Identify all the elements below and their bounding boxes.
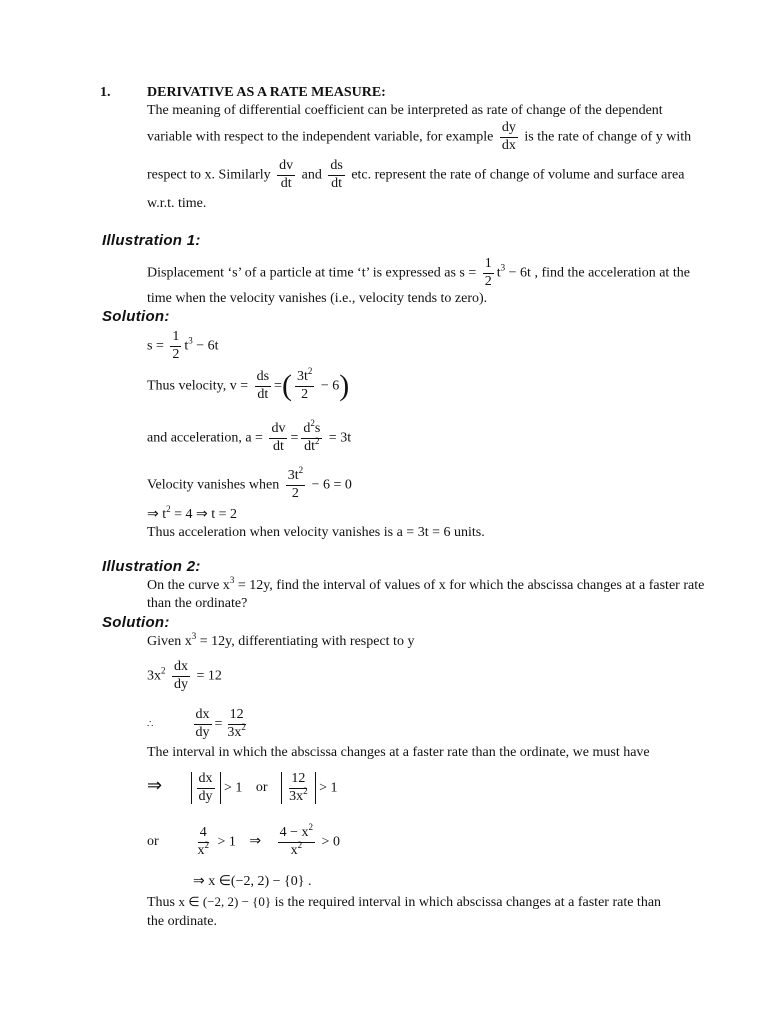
half-fraction: $\frac{1}{2}$ — [484, 256, 492, 289]
line2-text: variable with respect to the independent variable, for example — [147, 129, 494, 145]
gt1-a: > 1 — [220, 780, 243, 796]
eq-12: = 12 — [193, 668, 222, 684]
v-eq: = — [274, 378, 282, 394]
illustration-2-heading: Illustration 2: — [102, 558, 201, 575]
gt0: > 0 — [318, 834, 340, 850]
and-word: and — [301, 167, 322, 183]
vanish-label: Velocity vanishes when — [147, 477, 280, 493]
or-inequality — [147, 822, 340, 858]
a-eq: = — [290, 430, 299, 446]
dv-dt-fraction: $\frac{dv}{dt}$ — [279, 158, 294, 191]
conclusion-line-2: the ordinate. — [147, 914, 217, 929]
illustration-1-question — [147, 257, 690, 289]
section-line-3 — [147, 159, 684, 191]
solution-1-heading: Solution: — [102, 308, 170, 325]
d2s-dt2: $\frac{d^2s}{dt^2}$ — [303, 418, 321, 454]
cube-exp: 3 — [500, 262, 506, 273]
ds-dt: $\frac{ds}{dt}$ — [256, 369, 270, 402]
a-tail: = 3t — [325, 430, 352, 446]
dx-dy: $\frac{dx}{dy}$ — [174, 659, 188, 692]
t-solve-line — [147, 504, 238, 523]
vanish-equation — [147, 465, 352, 501]
s-eq-label: s = — [147, 338, 164, 354]
vanish-tail: − 6 = 0 — [308, 477, 352, 493]
s-equation — [147, 330, 219, 362]
q2-cube: 3 — [229, 575, 235, 585]
abs-inequality — [147, 772, 337, 804]
therefore-equation — [147, 708, 251, 740]
thus-set: x ∈ (−2, 2) − {0} — [178, 894, 272, 909]
thus-tail: is the required interval in which abscissa changes at a faster rate than — [271, 895, 662, 910]
final-interval: ⇒ x ∈(−2, 2) − {0} . — [193, 874, 312, 889]
q1-text: Displacement ‘s’ of a particle at time ‘t’ is expressed as s = — [147, 265, 477, 281]
dx-dy-2: $\frac{dx}{dy}$ — [195, 707, 210, 740]
3x-term: 3x — [147, 668, 161, 684]
4-over-x2: $\frac{4}{x^2}$ — [197, 825, 209, 858]
illustration-1-heading: Illustration 1: — [102, 232, 201, 249]
interval-text: The interval in which the abscissa changes at a faster rate than the ordinate, we must have — [147, 745, 650, 760]
therefore-symbol: ∴ — [147, 719, 154, 731]
given-tail: = 12y, differentiating with respect to y — [196, 634, 415, 649]
diff-equation — [147, 660, 222, 692]
given-cube: 3 — [191, 631, 197, 641]
or-word-b: or — [147, 834, 159, 850]
3t2-over-2: $\frac{3t^2}{2}$ — [296, 366, 313, 402]
ds-dt-fraction: $\frac{ds}{dt}$ — [330, 158, 343, 191]
given-line — [147, 631, 415, 650]
line2-tail: is the rate of change of y with — [524, 129, 692, 145]
s-half: $\frac{1}{2}$ — [172, 329, 180, 362]
implies-symbol-2: ⇒ — [249, 834, 262, 850]
therefore-eq: = — [214, 716, 223, 732]
a-label: and acceleration, a = — [147, 430, 263, 446]
4mx2-over-x2: $\frac{4 - x^2}{x^2}$ — [279, 822, 314, 858]
illustration-1-question-line-2: time when the velocity vanishes (i.e., velocity tends to zero). — [147, 291, 488, 306]
abs-12-3x2: $\frac{12}{3x^2}$ — [281, 772, 316, 804]
section-line-4: w.r.t. time. — [147, 196, 207, 211]
section-line-1: The meaning of differential coefficient can be interpreted as rate of change of the dependent — [147, 103, 663, 118]
dy-dx-fraction: $\frac{dy}{dx}$ — [501, 120, 516, 153]
abs-dx-dy: $\frac{dx}{dy}$ — [191, 772, 221, 804]
s-cube: 3 — [188, 335, 193, 346]
3x-sq: 2 — [161, 665, 166, 676]
solution-2-heading: Solution: — [102, 614, 170, 631]
t-var: t — [496, 265, 501, 281]
gt1-c: > 1 — [214, 834, 236, 850]
section-number: 1. — [100, 85, 111, 100]
acceleration-result: Thus acceleration when velocity vanishes is a = 3t = 6 units. — [147, 525, 485, 540]
illustration-2-question-line-2: than the ordinate? — [147, 596, 248, 611]
s-t: t — [184, 338, 189, 354]
q2-tail: = 12y, find the interval of values of x for which the abscissa changes at a faster rate — [234, 578, 705, 593]
v-minus6: − 6 — [317, 378, 340, 394]
section-title: DERIVATIVE AS A RATE MEASURE: — [147, 85, 386, 100]
dv-dt-a: $\frac{dv}{dt}$ — [271, 421, 286, 454]
t-sq: 2 — [166, 504, 171, 514]
s-minus6t: − 6t — [192, 338, 219, 354]
given-text: Given x — [147, 634, 192, 649]
vanish-frac: $\frac{3t^2}{2}$ — [287, 465, 304, 501]
line3-tail: etc. represent the rate of change of volume and surface area — [351, 167, 685, 183]
acceleration-equation — [147, 418, 352, 454]
t-line: ⇒ t — [147, 507, 167, 522]
q2-text: On the curve x — [147, 578, 230, 593]
conclusion-line — [147, 895, 661, 911]
implies-symbol: ⇒ — [147, 775, 163, 796]
t-line-tail: = 4 ⇒ t = 2 — [170, 507, 238, 522]
section-line-2 — [147, 121, 691, 153]
line3-text: respect to x. Similarly — [147, 167, 271, 183]
or-word-a: or — [255, 780, 268, 796]
gt1-b: > 1 — [315, 780, 338, 796]
q1-tail: − 6t , find the acceleration at the — [505, 265, 690, 281]
12-over-3x2: $\frac{12}{3x^2}$ — [227, 707, 246, 740]
illustration-2-question — [147, 575, 705, 594]
v-label: Thus velocity, v = — [147, 378, 249, 394]
velocity-equation: Thus velocity, v = $\frac{ds}{dt}$ =( $\frac{3t^2}{2}$ − 6) — [147, 366, 350, 403]
thus-word: Thus — [147, 895, 175, 910]
